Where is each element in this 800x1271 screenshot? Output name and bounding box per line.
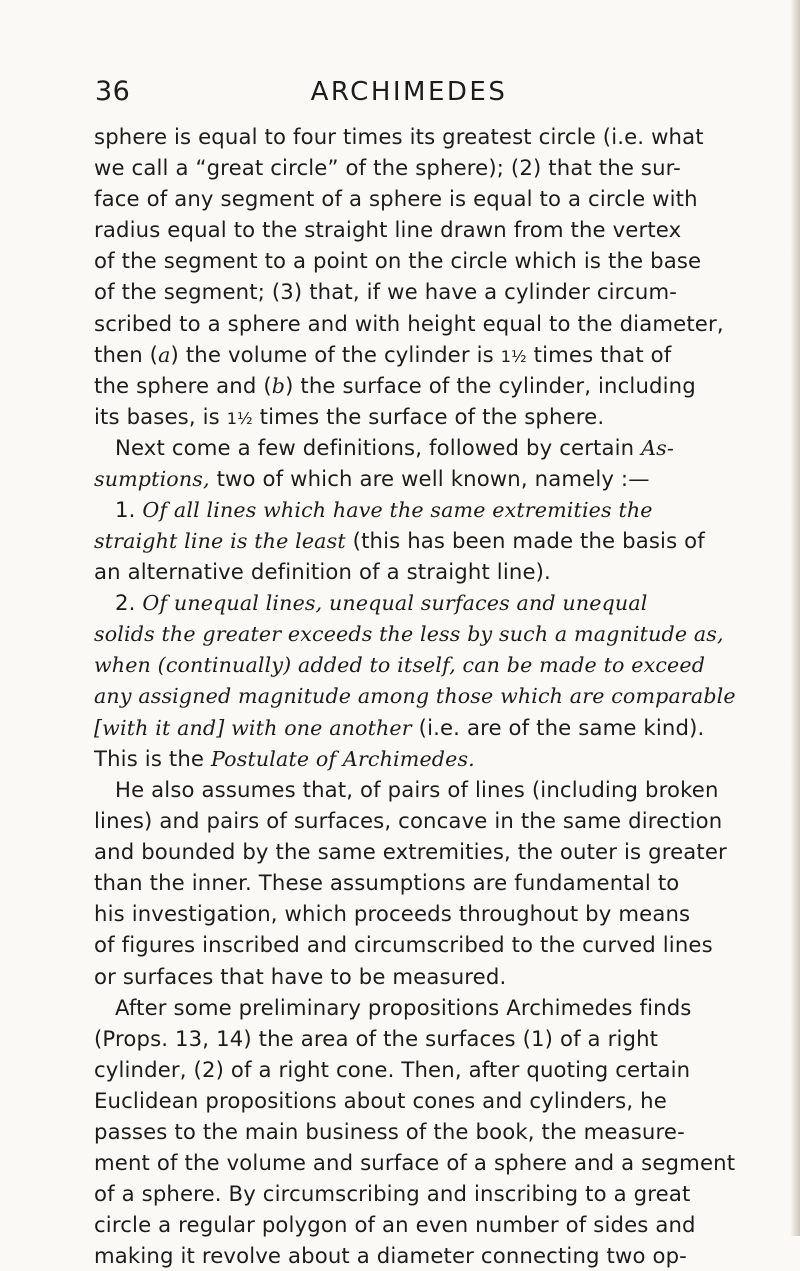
text-line (94, 401, 794, 432)
italic-quote: [with it and] with one another (94, 715, 412, 740)
italic-term: Postulate of Archimedes. (211, 746, 475, 771)
text-run: (this has been made the basis of (345, 528, 705, 554)
italic-term: As- (641, 435, 675, 460)
text-line: scribed to a sphere and with height equal to the diameter, (94, 310, 724, 336)
text-run: the sphere and ( (94, 372, 272, 398)
text-line: cylinder, (2) of a right cone. Then, after quoting certain (94, 1056, 691, 1082)
assumption-number: 2. (115, 590, 143, 616)
text-line: an alternative definition of a straight line). (94, 559, 551, 585)
text-line: we call a “great circle” of the sphere); (2) that the sur- (94, 155, 681, 181)
fraction: 1½ (226, 408, 253, 428)
text-run: two of which are well known, namely :— (209, 466, 650, 492)
text-line (94, 712, 794, 743)
text-line (94, 743, 794, 774)
text-line: his investigation, which proceeds throughout by means (94, 901, 691, 927)
fraction: 1½ (500, 346, 527, 366)
text-line (94, 432, 794, 463)
text-line (94, 587, 794, 618)
text-line: (Props. 13, 14) the area of the surfaces (1) of a right (94, 1025, 659, 1051)
text-line: or surfaces that have to be measured. (94, 963, 507, 989)
text-run: times that of (526, 341, 672, 367)
text-run: times the surface of the sphere. (252, 403, 605, 429)
body-text (94, 121, 794, 1271)
text-line: ment of the volume and surface of a sphere and a segment (94, 1150, 736, 1176)
text-run: (i.e. are of the same kind). (411, 714, 705, 740)
text-line (94, 494, 794, 525)
running-head: ARCHIMEDES (310, 77, 508, 107)
text-line: of figures inscribed and circumscribed to the curved lines (94, 932, 713, 958)
text-line: face of any segment of a sphere is equal to a circle with (94, 186, 698, 212)
assumption-number: 1. (115, 497, 143, 523)
text-line: than the inner. These assumptions are fundamental to (94, 870, 680, 896)
text-line: and bounded by the same extremities, the outer is greater (94, 839, 727, 865)
text-run: ) the volume of the cylinder is (170, 341, 501, 367)
text-line (94, 525, 794, 556)
text-line: of the segment to a point on the circle which is the base (94, 248, 702, 274)
text-run: then ( (94, 341, 159, 367)
italic-quote: Of unequal lines, unequal surfaces and unequal (142, 591, 648, 616)
text-line: any assigned magnitude among those which are comparable (94, 683, 736, 708)
text-line: passes to the main business of the book, the measure- (94, 1119, 685, 1144)
text-run: ) the surface of the cylinder, including (285, 372, 696, 398)
text-run: Next come a few definitions, followed by certain (115, 434, 642, 460)
text-line: After some preliminary propositions Archimedes finds (115, 994, 692, 1020)
text-line: He also assumes that, of pairs of lines (including broken (115, 776, 719, 802)
text-line: sphere is equal to four times its greatest circle (i.e. what (94, 124, 704, 149)
text-line: making it revolve about a diameter connecting two op- (94, 1243, 687, 1269)
text-line: solids the greater exceeds the less by such a magnitude as, (94, 621, 724, 646)
text-line (94, 339, 794, 370)
page-number: 36 (95, 76, 131, 107)
text-line: lines) and pairs of surfaces, concave in the same direction (94, 808, 723, 834)
text-line (94, 463, 794, 494)
text-line: radius equal to the straight line drawn from the vertex (94, 217, 682, 243)
italic-letter: a (158, 342, 171, 367)
text-run: its bases, is (94, 403, 227, 429)
page-header (0, 72, 800, 112)
text-line: of a sphere. By circumscribing and inscribing to a great (94, 1181, 691, 1207)
italic-term: sumptions, (94, 467, 210, 492)
italic-letter: b (271, 373, 286, 398)
text-line: circle a regular polygon of an even number of sides and (94, 1212, 696, 1238)
text-run: This is the (94, 745, 211, 771)
italic-quote: straight line is the least (94, 529, 346, 554)
text-line (94, 370, 794, 401)
text-line: of the segment; (3) that, if we have a cylinder circum- (94, 279, 678, 305)
text-line: Euclidean propositions about cones and cylinders, he (94, 1087, 667, 1113)
italic-quote: Of all lines which have the same extremities the (142, 498, 653, 523)
text-line: when (continually) added to itself, can be made to exceed (94, 652, 706, 677)
